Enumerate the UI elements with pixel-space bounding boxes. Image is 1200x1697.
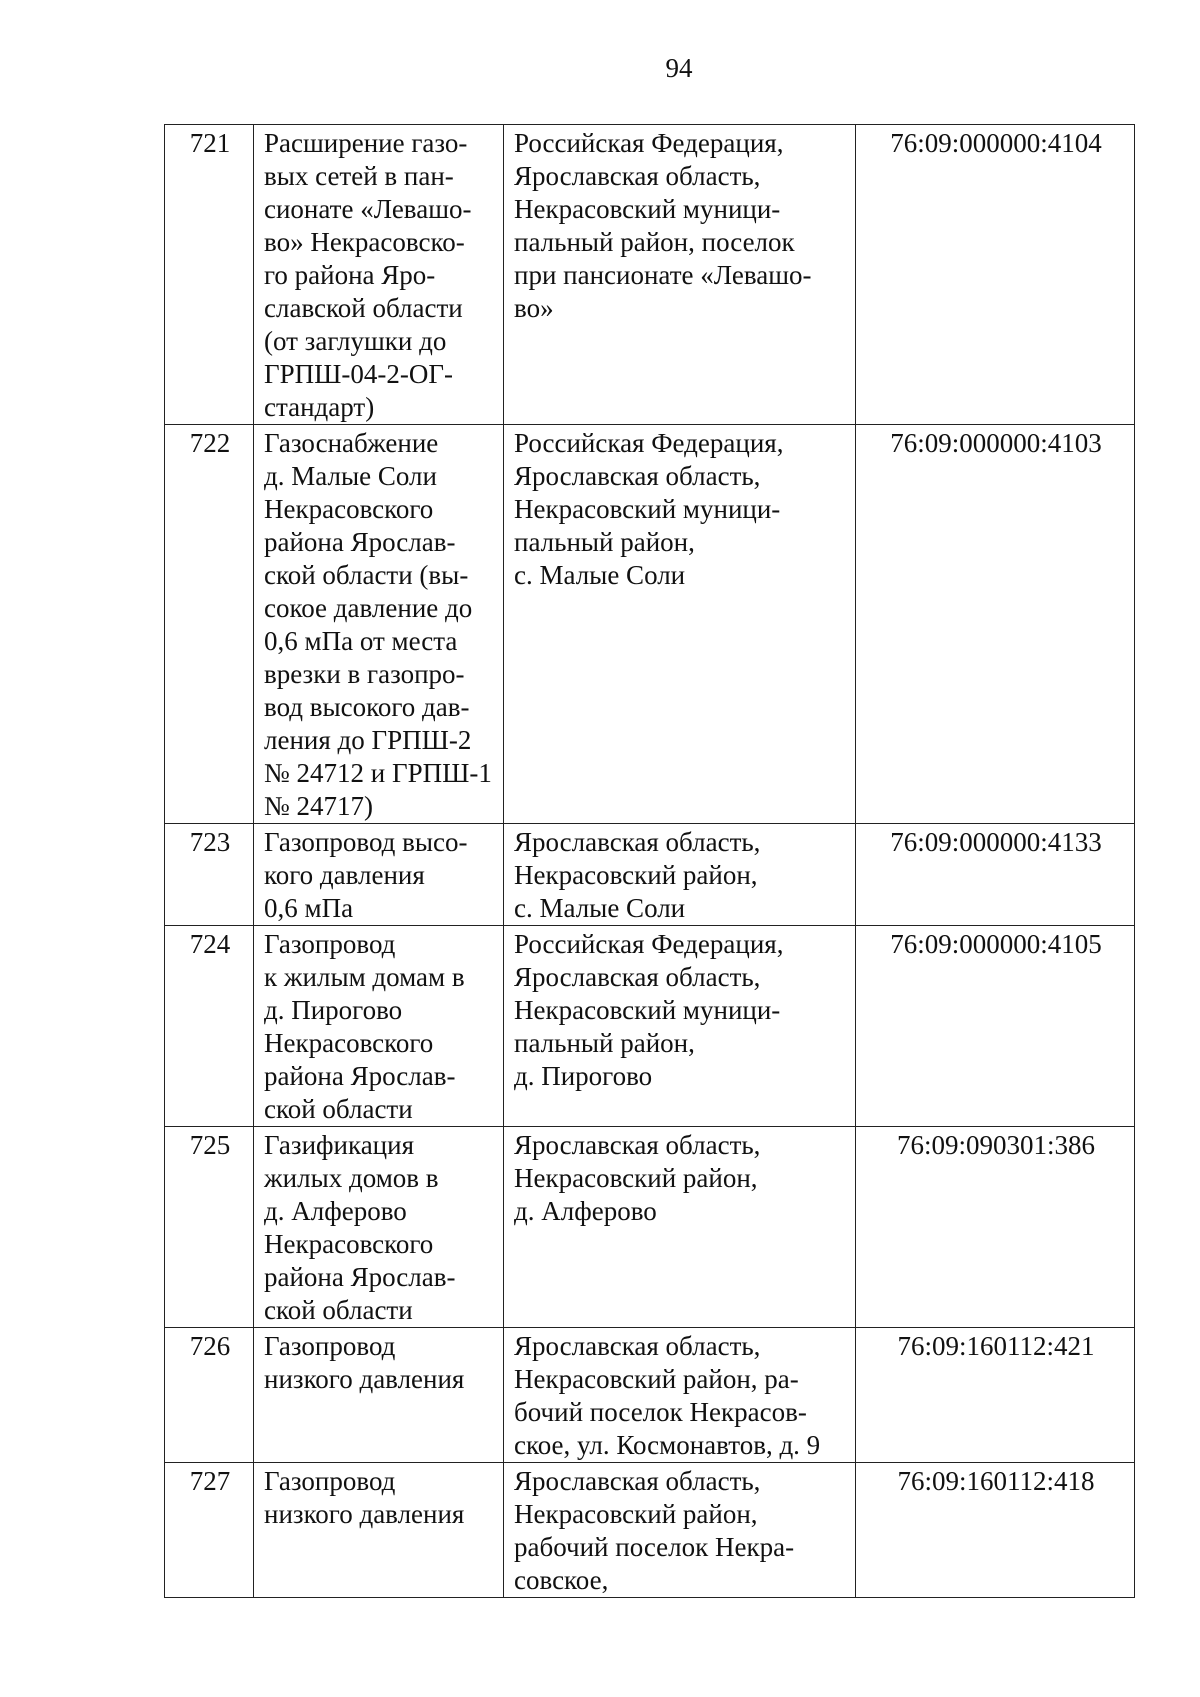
row-number-cell: 722	[165, 425, 254, 824]
object-name-line: д. Пирогово	[264, 995, 403, 1025]
object-name-line: низкого давления	[264, 1499, 465, 1529]
address-cell	[504, 926, 856, 1127]
address-line: пальный район,	[514, 1028, 695, 1058]
address-line: при пансионате «Левашо-	[514, 260, 812, 290]
object-name-line: района Ярослав-	[264, 1061, 456, 1091]
address-line: ское, ул. Космонавтов, д. 9	[514, 1430, 821, 1460]
object-name-line: ления до ГРПШ-2	[264, 725, 472, 755]
object-name-line: Газопровод высо-	[264, 827, 468, 857]
address-line: Российская Федерация,	[514, 428, 784, 458]
object-name-line: врезки в газопро-	[264, 659, 465, 689]
object-name-cell	[254, 425, 504, 824]
cadastral-number-cell: 76:09:000000:4133	[856, 824, 1135, 926]
row-number-cell: 726	[165, 1328, 254, 1463]
address-line: д. Алферово	[514, 1196, 657, 1226]
address-line: Ярославская область,	[514, 827, 761, 857]
object-name-line: Некрасовского	[264, 1229, 434, 1259]
address-line: Некрасовский муници-	[514, 995, 781, 1025]
object-name-line: № 24712 и ГРПШ-1	[264, 758, 492, 788]
address-line: Некрасовский район,	[514, 1499, 758, 1529]
object-name-line: низкого давления	[264, 1364, 465, 1394]
object-name-line: го района Яро-	[264, 260, 436, 290]
table-row	[165, 926, 1135, 1127]
object-name-line: к жилым домам в	[264, 962, 465, 992]
object-name-line: жилых домов в	[264, 1163, 439, 1193]
object-name-line: ской области	[264, 1094, 413, 1124]
address-cell	[504, 1127, 856, 1328]
address-line: пальный район,	[514, 527, 695, 557]
row-number-cell: 724	[165, 926, 254, 1127]
table-row	[165, 1328, 1135, 1463]
address-line: Ярославская область,	[514, 461, 761, 491]
address-line: бочий поселок Некрасов-	[514, 1397, 807, 1427]
address-cell	[504, 1328, 856, 1463]
cadastral-number-cell: 76:09:000000:4104	[856, 125, 1135, 425]
cadastral-number-cell: 76:09:000000:4105	[856, 926, 1135, 1127]
object-name-line: вод высокого дав-	[264, 692, 470, 722]
address-line: во»	[514, 293, 554, 323]
cadastral-number-cell: 76:09:000000:4103	[856, 425, 1135, 824]
table-row	[165, 125, 1135, 425]
cadastral-number-cell: 76:09:160112:418	[856, 1463, 1135, 1598]
address-line: Некрасовский район, ра-	[514, 1364, 799, 1394]
object-name-line: Газопровод	[264, 1466, 396, 1496]
address-line: Некрасовский район,	[514, 860, 758, 890]
object-name-line: Некрасовского	[264, 494, 434, 524]
object-name-line: района Ярослав-	[264, 527, 456, 557]
object-name-line: стандарт)	[264, 392, 375, 422]
object-name-line: № 24717)	[264, 791, 374, 821]
address-line: совское,	[514, 1565, 609, 1595]
row-number-cell: 725	[165, 1127, 254, 1328]
row-number-cell: 727	[165, 1463, 254, 1598]
address-cell	[504, 824, 856, 926]
address-cell	[504, 125, 856, 425]
address-line: Ярославская область,	[514, 161, 761, 191]
object-name-line: кого давления	[264, 860, 425, 890]
row-number-cell: 723	[165, 824, 254, 926]
address-line: Ярославская область,	[514, 1331, 761, 1361]
address-line: Российская Федерация,	[514, 929, 784, 959]
table-row	[165, 1463, 1135, 1598]
object-name-line: Газопровод	[264, 929, 396, 959]
object-name-line: 0,6 мПа	[264, 893, 354, 923]
cadastral-number-cell: 76:09:090301:386	[856, 1127, 1135, 1328]
registry-table-body	[165, 125, 1135, 1598]
object-name-line: района Ярослав-	[264, 1262, 456, 1292]
address-line: Некрасовский муници-	[514, 194, 781, 224]
object-name-line: Газификация	[264, 1130, 414, 1160]
row-number-cell: 721	[165, 125, 254, 425]
object-name-line: Некрасовского	[264, 1028, 434, 1058]
address-line: с. Малые Соли	[514, 893, 686, 923]
object-name-line: ской области	[264, 1295, 413, 1325]
object-name-line: 0,6 мПа от места	[264, 626, 458, 656]
address-line: Некрасовский район,	[514, 1163, 758, 1193]
address-line: с. Малые Соли	[514, 560, 686, 590]
page-number: 94	[665, 53, 693, 83]
address-line: д. Пирогово	[514, 1061, 653, 1091]
table-row	[165, 1127, 1135, 1328]
object-name-line: сионате «Левашо-	[264, 194, 472, 224]
cadastral-number-cell: 76:09:160112:421	[856, 1328, 1135, 1463]
address-line: Ярославская область,	[514, 1130, 761, 1160]
address-line: Ярославская область,	[514, 1466, 761, 1496]
object-name-line: славской области	[264, 293, 463, 323]
object-name-line: сокое давление до	[264, 593, 473, 623]
object-name-line: Газопровод	[264, 1331, 396, 1361]
object-name-cell	[254, 1127, 504, 1328]
object-name-line: во» Некрасовско-	[264, 227, 465, 257]
table-row	[165, 425, 1135, 824]
object-name-line: ГРПШ-04-2-ОГ-	[264, 359, 453, 389]
object-name-line: Расширение газо-	[264, 128, 468, 158]
object-name-line: д. Алферово	[264, 1196, 407, 1226]
address-line: Российская Федерация,	[514, 128, 784, 158]
address-cell	[504, 425, 856, 824]
object-name-line: (от заглушки до	[264, 326, 447, 356]
object-name-line: д. Малые Соли	[264, 461, 437, 491]
address-line: Ярославская область,	[514, 962, 761, 992]
object-name-cell	[254, 1328, 504, 1463]
address-cell	[504, 1463, 856, 1598]
address-line: Некрасовский муници-	[514, 494, 781, 524]
object-name-line: ской области (вы-	[264, 560, 469, 590]
object-name-cell	[254, 1463, 504, 1598]
address-line: рабочий поселок Некра-	[514, 1532, 795, 1562]
registry-table	[164, 124, 1135, 1598]
address-line: пальный район, поселок	[514, 227, 795, 257]
object-name-line: вых сетей в пан-	[264, 161, 454, 191]
object-name-cell	[254, 824, 504, 926]
table-row	[165, 824, 1135, 926]
object-name-cell	[254, 926, 504, 1127]
object-name-line: Газоснабжение	[264, 428, 439, 458]
object-name-cell	[254, 125, 504, 425]
